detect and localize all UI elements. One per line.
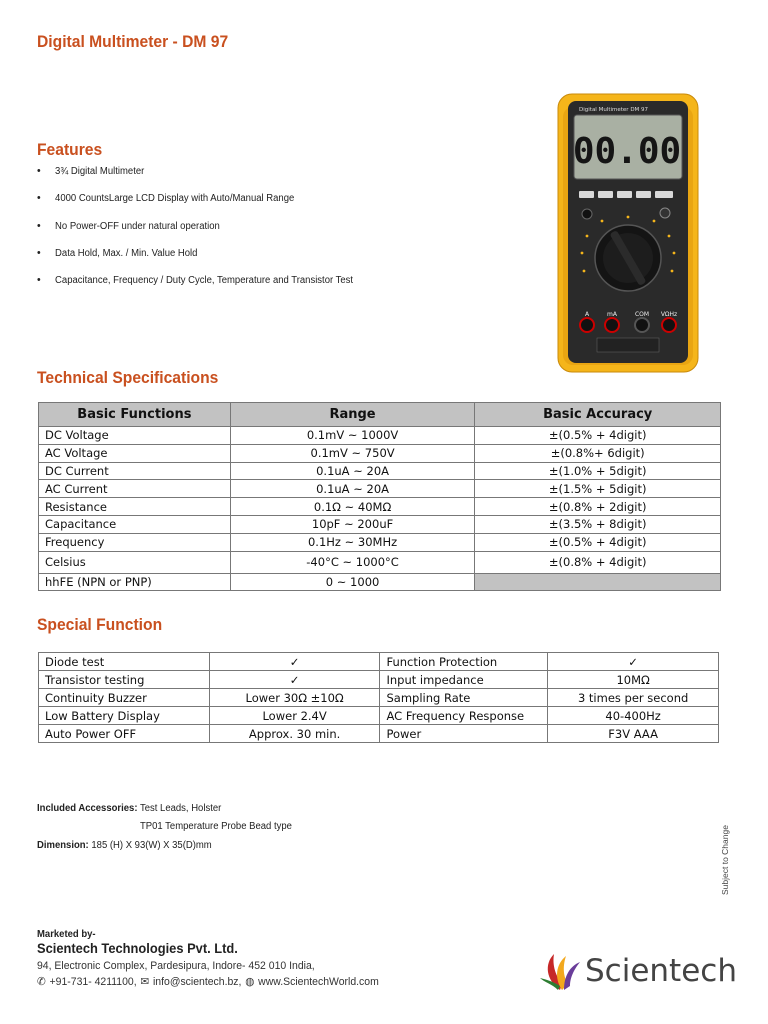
lcd-reading: 00.00	[572, 131, 682, 172]
value-cell: ✓	[548, 653, 719, 671]
function-buttons	[579, 191, 673, 198]
feature-item: • Capacitance, Frequency / Duty Cycle, Temperature and Transistor Test	[37, 275, 493, 302]
rotary-selector-knob	[595, 225, 661, 291]
email-icon: ✉	[140, 976, 150, 988]
contact-line	[37, 975, 379, 988]
table-row	[39, 725, 719, 743]
accuracy-cell: ±(0.8% + 2digit)	[475, 498, 721, 516]
tech-spec-table	[38, 402, 721, 591]
dimension-line	[37, 840, 212, 851]
range-cell: -40°C ~ 1000°C	[230, 551, 475, 573]
range-cell: 10pF ~ 200uF	[230, 515, 475, 533]
value-cell: 10MΩ	[548, 671, 719, 689]
range-cell: 0.1Ω ~ 40MΩ	[230, 498, 475, 516]
table-row	[39, 427, 721, 445]
column-header: Range	[230, 403, 475, 427]
globe-icon: ◍	[245, 976, 255, 988]
feature-item: • Data Hold, Max. / Min. Value Hold	[37, 248, 493, 275]
range-cell: 0 ~ 1000	[230, 573, 475, 591]
function-cell: DC Voltage	[39, 427, 231, 445]
accuracy-cell: ±(0.8%+ 6digit)	[475, 444, 721, 462]
feature-cell: Continuity Buzzer	[39, 689, 210, 707]
feature-cell: Transistor testing	[39, 671, 210, 689]
feature-cell: Power	[380, 725, 548, 743]
model-label: Digital Multimeter DM 97	[579, 107, 649, 113]
accuracy-cell: ±(0.8% + 4digit)	[475, 551, 721, 573]
jack-label-ma: mA	[607, 311, 617, 318]
table-row	[39, 480, 721, 498]
feature-cell: Diode test	[39, 653, 210, 671]
table-row	[39, 533, 721, 551]
range-cell: 0.1mV ~ 750V	[230, 444, 475, 462]
company-name: Scientech Technologies Pvt. Ltd.	[37, 940, 238, 956]
table-row	[39, 444, 721, 462]
accessories-line-2: TP01 Temperature Probe Bead type	[140, 821, 292, 832]
special-function-table	[38, 652, 719, 743]
jack-label-v: VΩHz	[660, 311, 678, 318]
accuracy-cell: ±(1.0% + 5digit)	[475, 462, 721, 480]
feature-item: • 4000 CountsLarge LCD Display with Auto/Manual Range	[37, 193, 493, 220]
accessories-value: Test Leads, Holster	[139, 803, 222, 814]
feature-cell: Sampling Rate	[380, 689, 548, 707]
value-cell: 3 times per second	[548, 689, 719, 707]
table-row	[39, 498, 721, 516]
dimension-label: Dimension:	[37, 840, 89, 851]
email-link[interactable]: info@scientech.bz,	[152, 975, 242, 988]
function-cell: Capacitance	[39, 515, 231, 533]
range-cell: 0.1mV ~ 1000V	[230, 427, 475, 445]
company-address: 94, Electronic Complex, Pardesipura, Indore- 452 010 India,	[37, 960, 315, 972]
logo-wordmark: Scientech	[585, 953, 737, 989]
value-cell: 40-400Hz	[548, 707, 719, 725]
accessories-label: Included Accessories:	[37, 803, 138, 814]
function-cell: AC Voltage	[39, 444, 231, 462]
feature-cell: Low Battery Display	[39, 707, 210, 725]
jack-label-com: COM	[634, 311, 650, 318]
table-row	[39, 515, 721, 533]
function-cell: Frequency	[39, 533, 231, 551]
page-title: Digital Multimeter - DM 97	[37, 32, 229, 51]
phone-icon: ✆	[37, 976, 46, 988]
range-cell: 0.1Hz ~ 30MHz	[230, 533, 475, 551]
multimeter-product-image	[557, 93, 699, 373]
table-row	[39, 573, 721, 591]
subject-to-change-note: Subject to Change	[720, 825, 730, 895]
dimension-value: 185 (H) X 93(W) X 35(D)mm	[91, 840, 212, 851]
function-cell: Resistance	[39, 498, 231, 516]
accuracy-cell: ±(3.5% + 8digit)	[475, 515, 721, 533]
column-header: Basic Accuracy	[475, 403, 721, 427]
column-header: Basic Functions	[39, 403, 231, 427]
website-link[interactable]: www.ScientechWorld.com	[258, 975, 379, 988]
accuracy-cell: ±(0.5% + 4digit)	[475, 427, 721, 445]
value-cell: ✓	[209, 653, 380, 671]
feature-cell: Input impedance	[380, 671, 548, 689]
accessories-line	[37, 803, 221, 814]
tech-spec-heading: Technical Specifications	[37, 368, 219, 387]
table-row	[39, 653, 719, 671]
function-cell: DC Current	[39, 462, 231, 480]
marketed-by-label: Marketed by-	[37, 929, 96, 940]
function-cell: Celsius	[39, 551, 231, 573]
value-cell: F3V AAA	[548, 725, 719, 743]
range-cell: 0.1uA ~ 20A	[230, 462, 475, 480]
value-cell: Lower 2.4V	[209, 707, 380, 725]
table-header-row	[39, 403, 721, 427]
function-cell: hhFE (NPN or PNP)	[39, 573, 231, 591]
value-cell: ✓	[209, 671, 380, 689]
value-cell: Approx. 30 min.	[209, 725, 380, 743]
feature-cell: Auto Power OFF	[39, 725, 210, 743]
feature-item: • No Power-OFF under natural operation	[37, 221, 493, 248]
table-row	[39, 462, 721, 480]
function-cell: AC Current	[39, 480, 231, 498]
accuracy-cell: ±(0.5% + 4digit)	[475, 533, 721, 551]
feature-cell: Function Protection	[380, 653, 548, 671]
table-row	[39, 689, 719, 707]
table-row	[39, 551, 721, 573]
special-function-heading: Special Function	[37, 615, 163, 634]
value-cell: Lower 30Ω ±10Ω	[209, 689, 380, 707]
features-list	[37, 166, 517, 302]
phone-number: +91-731- 4211100,	[49, 975, 137, 988]
accuracy-cell	[475, 573, 721, 591]
table-row	[39, 671, 719, 689]
range-cell: 0.1uA ~ 20A	[230, 480, 475, 498]
accuracy-cell: ±(1.5% + 5digit)	[475, 480, 721, 498]
feature-item: • 3¾ Digital Multimeter	[37, 166, 493, 193]
jack-label-a: A	[584, 311, 590, 318]
feature-cell: AC Frequency Response	[380, 707, 548, 725]
features-heading: Features	[37, 140, 103, 159]
table-row	[39, 707, 719, 725]
